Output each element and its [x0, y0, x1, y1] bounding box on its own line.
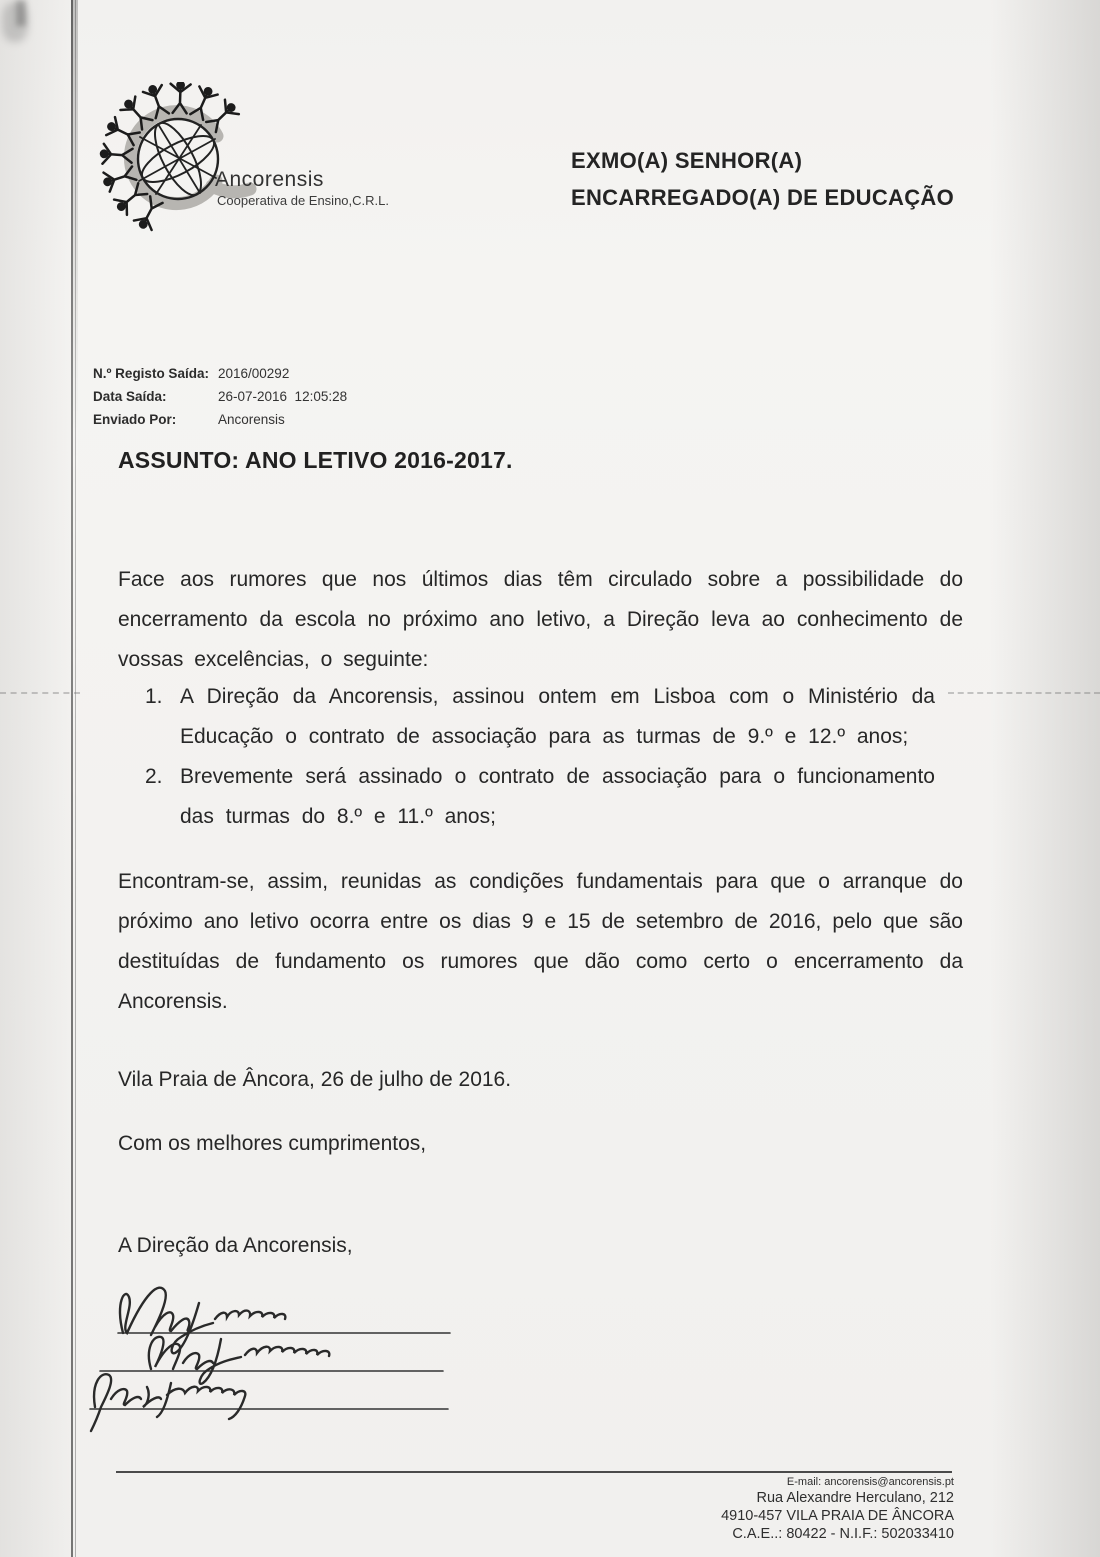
ancorensis-logo-icon — [90, 82, 390, 234]
logo-org-subtitle: Cooperativa de Ensino,C.R.L. — [217, 193, 389, 208]
body-paragraph-1: Face aos rumores que nos últimos dias têm circulado sobre a possibilidade do encerramento da escola no próximo ano letivo, a Direção leva ao conhecimento de vossas excelências, o seguinte: — [118, 568, 963, 671]
registry-label: N.º Registo Saída: — [93, 366, 209, 381]
registry-label: Data Saída: — [93, 389, 167, 404]
registry-block — [93, 366, 347, 435]
closing-line: Com os melhores cumprimentos, — [118, 1132, 427, 1155]
footer-address-street: Rua Alexandre Herculano, 212 — [756, 1490, 954, 1506]
list-item-text: A Direção da Ancorensis, assinou ontem em Lisboa com o Ministério da Educação o contrato de associação para as turmas de 9.º e 12.º anos; — [180, 685, 935, 748]
scan-smudge — [16, 0, 26, 26]
recipient-block — [571, 142, 954, 216]
signature-1 — [120, 1288, 285, 1354]
paper-crease-right — [948, 692, 1100, 694]
date-place-line: Vila Praia de Âncora, 26 de julho de 2016. — [118, 1068, 512, 1091]
registry-value: 2016/00292 — [218, 366, 290, 381]
footer-registration: C.A.E..: 80422 - N.I.F.: 502033410 — [732, 1526, 954, 1542]
recipient-line-1: EXMO(A) SENHOR(A) — [571, 148, 803, 173]
list-item-1 — [145, 677, 945, 757]
list-item-text: Brevemente será assinado o contrato de associação para o funcionamento das turmas do 8.º e 11.º anos; — [180, 765, 935, 828]
logo-org-name: Ancorensis — [215, 168, 324, 191]
footer-block — [721, 1476, 954, 1543]
list-item-number: 2. — [145, 765, 163, 788]
subject-line: ASSUNTO: ANO LETIVO 2016-2017. — [118, 447, 513, 473]
signature-intro-line: A Direção da Ancorensis, — [118, 1234, 353, 1257]
paper-crease-left — [0, 692, 80, 694]
signatures-block — [55, 1283, 495, 1458]
registry-value: Ancorensis — [218, 412, 285, 427]
body-paragraph-2: Encontram-se, assim, reunidas as condições fundamentais para que o arranque do próximo ano letivo ocorra entre os dias 9 e 15 de setembro de 2016, pelo que são destituídas de fundamento os rumores que dão como certo o encerramento da Ancorensis. — [118, 870, 963, 1013]
registry-row-numero — [93, 366, 347, 381]
registry-label: Enviado Por: — [93, 412, 177, 427]
registry-value: 26-07-2016 12:05:28 — [218, 389, 348, 404]
recipient-line-2: ENCARREGADO(A) DE EDUCAÇÃO — [571, 185, 955, 210]
registry-row-data — [93, 389, 347, 404]
numbered-list — [145, 677, 945, 837]
registry-row-enviado — [93, 412, 347, 427]
list-item-2 — [145, 757, 945, 837]
footer-divider — [116, 1471, 952, 1473]
footer-address-city: 4910-457 VILA PRAIA DE ÂNCORA — [721, 1508, 954, 1524]
footer-email: E-mail: ancorensis@ancorensis.pt — [786, 1476, 954, 1488]
signature-3 — [91, 1374, 245, 1431]
list-item-number: 1. — [145, 685, 163, 708]
signature-2 — [149, 1337, 329, 1384]
